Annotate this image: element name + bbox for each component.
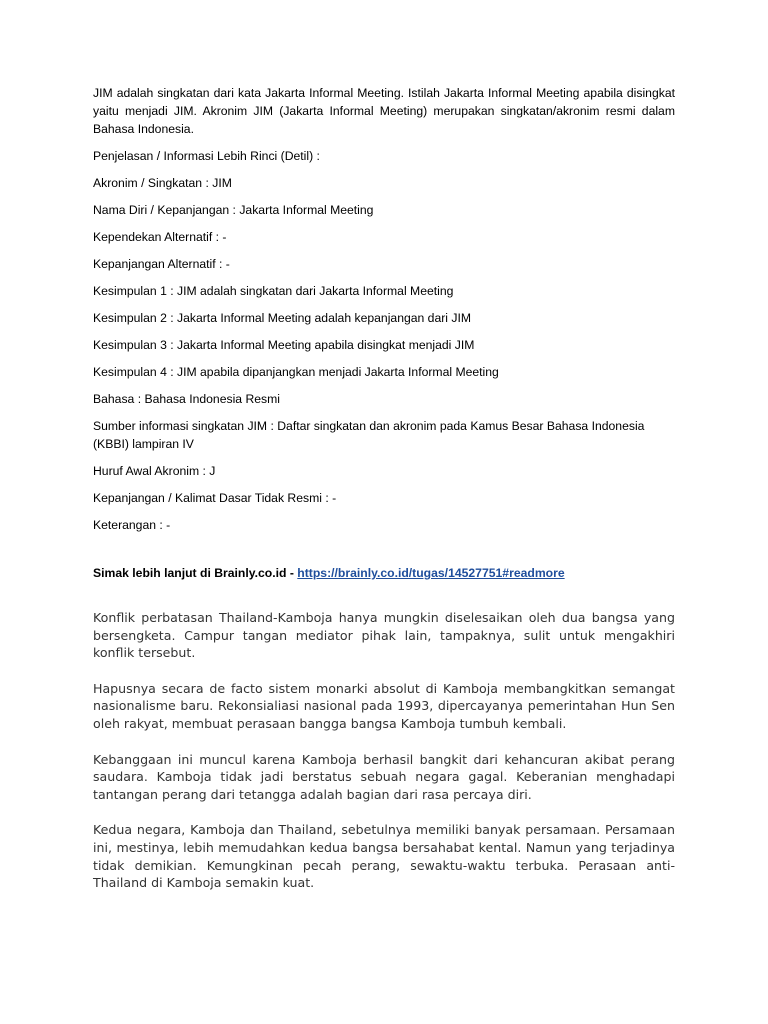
- brainly-source-prefix: Simak lebih lanjut di Brainly.co.id -: [93, 566, 298, 580]
- conclusion-1: Kesimpulan 1 : JIM adalah singkatan dari Jakarta Informal Meeting: [93, 284, 454, 298]
- initial-letter-line: Huruf Awal Akronim : J: [93, 464, 216, 478]
- detail-heading: Penjelasan / Informasi Lebih Rinci (Detil) :: [93, 149, 320, 163]
- conclusion-4: Kesimpulan 4 : JIM apabila dipanjangkan menjadi Jakarta Informal Meeting: [93, 365, 499, 379]
- language-line: Bahasa : Bahasa Indonesia Resmi: [93, 392, 280, 406]
- source-info-line: Sumber informasi singkatan JIM : Daftar singkatan dan akronim pada Kamus Besar Bahasa Indonesia (KBBI) lampiran IV: [93, 419, 645, 451]
- note-line: Keterangan : -: [93, 518, 171, 532]
- article-paragraph-2: Hapusnya secara de facto sistem monarki absolut di Kamboja membangkitkan semangat nasionalisme baru. Rekonsialiasi nasional pada 1993, dipercayanya pemerintahan Hun Sen oleh rakyat, membuat perasaan bangga bangsa Kamboja tumbuh kembali.: [93, 680, 675, 731]
- article-paragraph-1: Konflik perbatasan Thailand-Kamboja hanya mungkin diselesaikan oleh dua bangsa yang bersengketa. Campur tangan mediator pihak lain, tampaknya, sulit untuk mengakhiri konflik tersebut.: [93, 610, 675, 661]
- document-section-article: [93, 609, 675, 910]
- intro-paragraph: JIM adalah singkatan dari kata Jakarta Informal Meeting. Istilah Jakarta Informal Meeting apabila disingkat yaitu menjadi JIM. Akronim JIM (Jakarta Informal Meeting) merupakan singkatan/akronim resmi dalam Bahasa Indonesia.: [93, 86, 675, 136]
- full-name-line: Nama Diri / Kepanjangan : Jakarta Informal Meeting: [93, 203, 374, 217]
- document-section-jim: [93, 84, 675, 591]
- conclusion-3: Kesimpulan 3 : Jakarta Informal Meeting apabila disingkat menjadi JIM: [93, 338, 475, 352]
- informal-line: Kepanjangan / Kalimat Dasar Tidak Resmi : -: [93, 491, 337, 505]
- alt-short-line: Kependekan Alternatif : -: [93, 230, 227, 244]
- alt-long-line: Kepanjangan Alternatif : -: [93, 257, 230, 271]
- conclusion-2: Kesimpulan 2 : Jakarta Informal Meeting adalah kepanjangan dari JIM: [93, 311, 472, 325]
- article-paragraph-3: Kebanggaan ini muncul karena Kamboja berhasil bangkit dari kehancuran akibat perang saudara. Kamboja tidak jadi berstatus sebuah negara gagal. Keberanian menghadapi tantangan perang dari tetangga adalah bagian dari rasa percaya diri.: [93, 751, 675, 802]
- article-paragraph-4: Kedua negara, Kamboja dan Thailand, sebetulnya memiliki banyak persamaan. Persamaan ini, mestinya, lebih memudahkan kedua bangsa bersahabat kental. Namun yang terjadinya tidak demikian. Kemungkinan pecah perang, sewaktu-waktu terbuka. Perasaan anti-Thailand di Kamboja semakin kuat.: [93, 822, 675, 891]
- acronym-line: Akronim / Singkatan : JIM: [93, 176, 232, 190]
- brainly-source-line: [93, 564, 675, 582]
- brainly-source-link[interactable]: https://brainly.co.id/tugas/14527751#readmore: [297, 566, 565, 580]
